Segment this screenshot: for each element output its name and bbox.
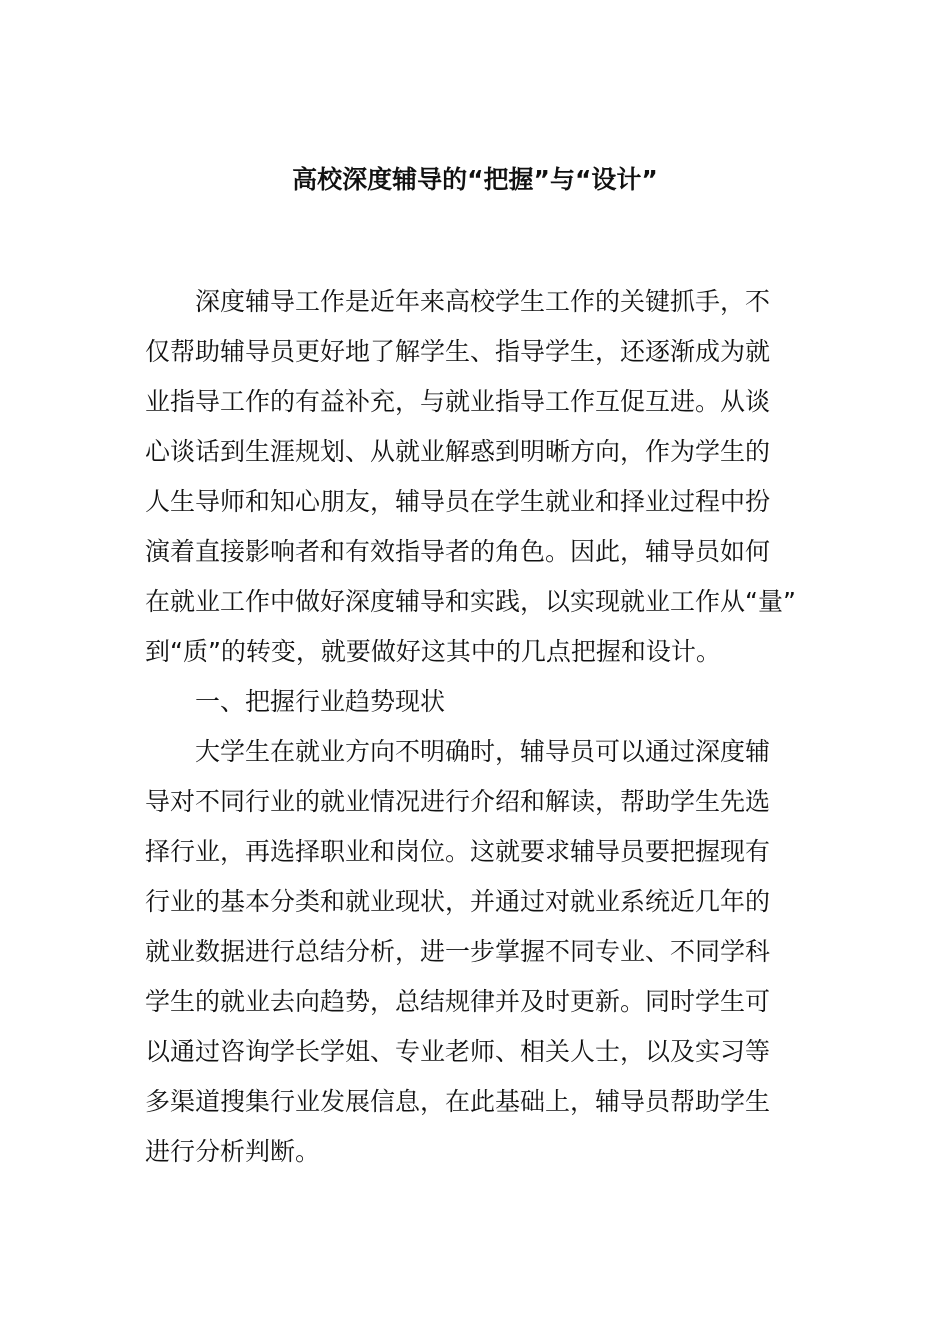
paragraph-intro (145, 277, 805, 677)
text-line: 大学生在就业方向不明确时，辅导员可以通过深度辅 (195, 737, 771, 766)
text-line: 以通过咨询学长学姐、专业老师、相关人士，以及实习等 (145, 1037, 771, 1066)
text-line: 进行分析判断。 (145, 1137, 321, 1166)
text-line: 导对不同行业的就业情况进行介绍和解读，帮助学生先选 (145, 787, 771, 816)
text-line: 深度辅导工作是近年来高校学生工作的关键抓手，不 (195, 287, 771, 316)
text-line: 就业数据进行总结分析，进一步掌握不同专业、不同学科 (145, 937, 771, 966)
text-line: 在就业工作中做好深度辅导和实践，以实现就业工作从“量” (145, 587, 796, 616)
text-line: 仅帮助辅导员更好地了解学生、指导学生，还逐渐成为就 (145, 337, 771, 366)
document-body (145, 277, 805, 1177)
section-heading (145, 677, 805, 727)
text-line: 行业的基本分类和就业现状，并通过对就业系统近几年的 (145, 887, 771, 916)
text-line: 业指导工作的有益补充，与就业指导工作互促互进。从谈 (145, 387, 771, 416)
text-line: 到“质”的转变，就要做好这其中的几点把握和设计。 (145, 637, 721, 666)
section-heading-text: 一、把握行业趋势现状 (195, 687, 446, 716)
text-line: 心谈话到生涯规划、从就业解惑到明晰方向，作为学生的 (145, 437, 771, 466)
document-title: 高校深度辅导的“把握”与“设计” (292, 165, 658, 194)
paragraph-section-1 (145, 727, 805, 1177)
text-line: 演着直接影响者和有效指导者的角色。因此，辅导员如何 (145, 537, 771, 566)
text-line: 多渠道搜集行业发展信息，在此基础上，辅导员帮助学生 (145, 1087, 771, 1116)
text-line: 人生导师和知心朋友，辅导员在学生就业和择业过程中扮 (145, 487, 771, 516)
text-line: 择行业，再选择职业和岗位。这就要求辅导员要把握现有 (145, 837, 771, 866)
text-line: 学生的就业去向趋势，总结规律并及时更新。同时学生可 (145, 987, 771, 1016)
